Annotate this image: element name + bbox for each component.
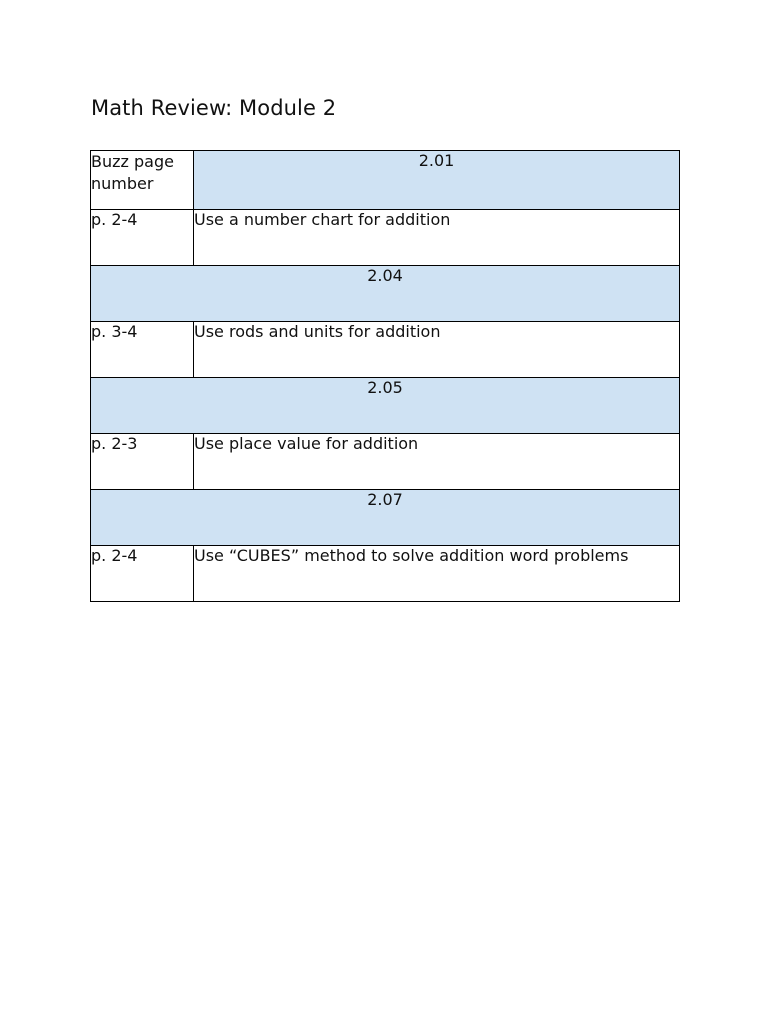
section-code: 2.04 [91, 266, 680, 322]
page-reference: p. 2-4 [91, 210, 194, 266]
table-row [91, 546, 680, 602]
page-reference: p. 2-4 [91, 546, 194, 602]
topic-description: Use a number chart for addition [194, 210, 680, 266]
review-table [90, 150, 680, 602]
section-code-header: 2.01 [194, 151, 680, 210]
section-row [91, 266, 680, 322]
table-row [91, 322, 680, 378]
table-row [91, 434, 680, 490]
topic-description: Use rods and units for addition [194, 322, 680, 378]
topic-description: Use “CUBES” method to solve addition word problems [194, 546, 680, 602]
section-row [91, 490, 680, 546]
page-reference: p. 2-3 [91, 434, 194, 490]
section-code: 2.07 [91, 490, 680, 546]
section-code: 2.05 [91, 378, 680, 434]
page-reference: p. 3-4 [91, 322, 194, 378]
section-row [91, 378, 680, 434]
topic-description: Use place value for addition [194, 434, 680, 490]
page-title: Math Review: Module 2 [91, 96, 337, 120]
table-header-row [91, 151, 680, 210]
buzz-page-number-header: Buzz page number [91, 151, 194, 210]
table-row [91, 210, 680, 266]
